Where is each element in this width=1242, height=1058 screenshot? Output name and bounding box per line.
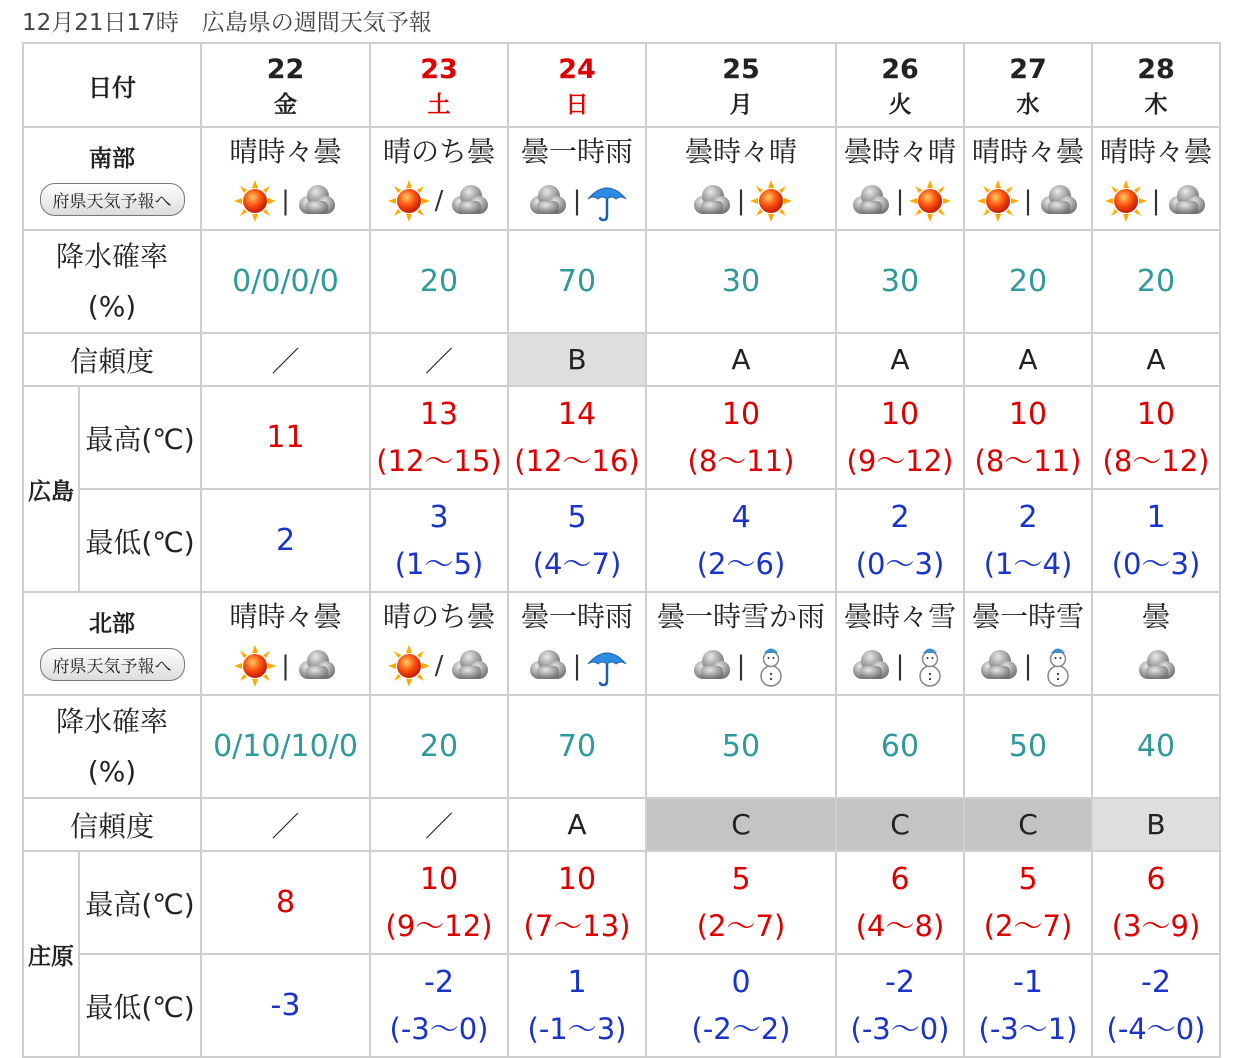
min-cell	[370, 954, 508, 1057]
max-temp: 10	[721, 396, 761, 432]
max-temp: 5	[1018, 861, 1038, 897]
cloud-icon	[848, 179, 892, 223]
cloud-icon	[1164, 179, 1208, 223]
pop-cell	[370, 230, 508, 333]
min-temp: -2	[885, 964, 915, 1000]
date-header	[23, 43, 201, 127]
page-title: 12月21日17時 広島県の週間天気予報	[22, 10, 432, 36]
min-temp-range: (-3～0)	[389, 1011, 489, 1046]
weather-text: 晴時々曇	[229, 599, 342, 633]
weather-text: 晴時々曇	[971, 134, 1084, 168]
max-temp: 10	[557, 861, 597, 897]
north-reliability-row	[23, 798, 1220, 851]
min-temp-range: (-3～0)	[850, 1011, 950, 1046]
weather-cell	[646, 127, 836, 230]
icon-separator: |	[281, 650, 290, 681]
cloud-icon	[1134, 644, 1178, 688]
max-temp: 6	[890, 861, 910, 897]
reliability-cell	[508, 798, 646, 851]
weather-cell	[964, 127, 1092, 230]
reliability-cell	[370, 798, 508, 851]
pop-value: 20	[1136, 264, 1176, 299]
north-min-row	[23, 954, 1220, 1057]
min-temp: -2	[1141, 964, 1171, 1000]
max-temp: 10	[880, 396, 920, 432]
date-weekday: 土	[427, 92, 451, 118]
weather-cell	[508, 127, 646, 230]
date-cell	[508, 43, 646, 127]
reliability-cell	[1092, 333, 1220, 386]
min-cell	[964, 489, 1092, 592]
icon-separator: |	[572, 185, 582, 216]
weather-text: 曇時々雪	[843, 599, 956, 633]
date-cell	[836, 43, 964, 127]
max-cell	[646, 851, 836, 954]
reliability-value: B	[567, 343, 587, 376]
max-temp: 10	[1136, 396, 1176, 432]
pop-value: 20	[419, 729, 459, 764]
max-cell	[508, 386, 646, 489]
max-cell	[646, 386, 836, 489]
max-temp: 14	[557, 396, 597, 432]
pop-cell	[836, 230, 964, 333]
cloud-icon	[689, 179, 733, 223]
max-temp-range: (8～11)	[974, 443, 1082, 478]
reliability-cell	[646, 333, 836, 386]
date-row	[23, 43, 1220, 127]
sun-icon	[387, 179, 431, 223]
min-cell	[201, 489, 370, 592]
weather-cell	[836, 592, 964, 695]
icon-separator: |	[895, 185, 905, 216]
pop-cell	[508, 695, 646, 798]
weather-cell	[1092, 127, 1220, 230]
pop-value: 0/10/10/0	[213, 729, 358, 764]
min-temp-range: (0～3)	[855, 546, 945, 581]
icon-separator: |	[1023, 650, 1033, 681]
date-cell	[964, 43, 1092, 127]
max-cell	[1092, 386, 1220, 489]
min-cell	[836, 489, 964, 592]
pop-cell	[508, 230, 646, 333]
sun-icon	[233, 179, 277, 223]
min-temp: -3	[270, 987, 301, 1023]
min-cell	[836, 954, 964, 1057]
weather-cell	[1092, 592, 1220, 695]
weather-text: 曇時々晴	[684, 134, 797, 168]
date-day: 27	[1009, 54, 1047, 85]
date-weekday: 日	[565, 92, 589, 118]
reliability-cell	[201, 798, 370, 851]
min-header	[79, 489, 201, 592]
cloud-icon	[525, 179, 569, 223]
max-cell	[370, 386, 508, 489]
umbrella-icon	[585, 644, 629, 688]
weather-cell	[201, 127, 370, 230]
cloud-icon	[525, 644, 569, 688]
min-temp-range: (0～3)	[1111, 546, 1201, 581]
min-temp-range: (4～7)	[532, 546, 622, 581]
north-region-cell	[23, 592, 201, 695]
min-temp-range: (-4～0)	[1106, 1011, 1206, 1046]
pop-value: 60	[880, 729, 920, 764]
pop-label: 降水確率	[55, 239, 168, 273]
reliability-value: A	[890, 343, 910, 376]
reliability-value: C	[731, 808, 751, 841]
reliability-cell	[370, 333, 508, 386]
min-cell	[1092, 954, 1220, 1057]
max-temp-range: (9～12)	[846, 443, 954, 478]
min-cell	[508, 954, 646, 1057]
region-name: 北部	[89, 611, 135, 637]
max-cell	[201, 386, 370, 489]
reliability-cell	[964, 798, 1092, 851]
pop-cell	[1092, 230, 1220, 333]
reliability-label: 信頼度	[69, 809, 154, 843]
pop-cell	[370, 695, 508, 798]
pop-value: 70	[557, 264, 597, 299]
reliability-value: ／	[271, 344, 300, 378]
pop-value: 40	[1136, 729, 1176, 764]
max-temp: 10	[1008, 396, 1048, 432]
sun-icon	[749, 179, 793, 223]
min-cell	[646, 489, 836, 592]
city-name: 広島	[28, 478, 74, 505]
weather-cell	[370, 127, 508, 230]
icon-separator: /	[434, 650, 444, 681]
max-temp: 11	[266, 419, 305, 455]
weather-text: 晴時々曇	[229, 134, 342, 168]
reliability-cell	[1092, 798, 1220, 851]
reliability-label: 信頼度	[69, 344, 154, 378]
reliability-value: B	[1146, 808, 1166, 841]
pop-cell	[201, 230, 370, 333]
min-label: 最低(℃)	[85, 525, 195, 559]
icon-separator: |	[1151, 185, 1161, 216]
max-temp: 5	[731, 861, 751, 897]
min-temp: 2	[275, 522, 296, 558]
city-cell	[23, 386, 79, 592]
reliability-value: A	[731, 343, 751, 376]
date-day: 23	[420, 54, 458, 85]
max-cell	[508, 851, 646, 954]
max-temp-range: (2～7)	[696, 908, 786, 943]
snowman-icon	[749, 644, 793, 688]
pref-forecast-button[interactable]: 府県天気予報へ	[40, 648, 185, 681]
reliability-value: C	[890, 808, 910, 841]
min-temp: 2	[1018, 499, 1038, 535]
cloud-icon	[689, 644, 733, 688]
south-weather-row	[23, 127, 1220, 230]
reliability-header	[23, 798, 201, 851]
min-temp-range: (2～6)	[696, 546, 786, 581]
pop-value: 30	[880, 264, 920, 299]
pop-cell	[201, 695, 370, 798]
date-weekday: 金	[274, 92, 297, 118]
reliability-cell	[964, 333, 1092, 386]
weather-cell	[964, 592, 1092, 695]
min-temp: 2	[890, 499, 910, 535]
pop-unit: (%)	[87, 754, 137, 788]
reliability-cell	[508, 333, 646, 386]
max-temp-range: (2～7)	[983, 908, 1073, 943]
pop-header	[23, 695, 201, 798]
min-cell	[370, 489, 508, 592]
reliability-cell	[646, 798, 836, 851]
reliability-cell	[201, 333, 370, 386]
min-cell	[964, 954, 1092, 1057]
max-temp-range: (8～11)	[687, 443, 795, 478]
north-pop-row	[23, 695, 1220, 798]
south-max-row	[23, 386, 1220, 489]
date-weekday: 水	[1016, 92, 1040, 118]
min-temp-range: (1～4)	[983, 546, 1073, 581]
min-temp-range: (1～5)	[394, 546, 484, 581]
weather-text: 曇時々晴	[843, 134, 956, 168]
icon-separator: |	[895, 650, 905, 681]
icon-separator: /	[434, 185, 444, 216]
weather-text: 晴のち曇	[382, 134, 495, 168]
max-temp: 10	[419, 861, 459, 897]
weather-cell	[646, 592, 836, 695]
city-name: 庄原	[28, 943, 74, 970]
max-temp: 8	[275, 884, 296, 920]
weather-cell	[508, 592, 646, 695]
max-cell	[836, 386, 964, 489]
date-cell	[201, 43, 370, 127]
sun-icon	[387, 644, 431, 688]
sun-icon	[233, 644, 277, 688]
south-min-row	[23, 489, 1220, 592]
min-cell	[201, 954, 370, 1057]
min-temp: -2	[424, 964, 454, 1000]
min-temp-range: (-3～1)	[978, 1011, 1078, 1046]
weather-text: 曇	[1141, 599, 1170, 633]
pop-value: 70	[557, 729, 597, 764]
reliability-value: A	[1146, 343, 1166, 376]
weather-cell	[201, 592, 370, 695]
pop-value: 0/0/0/0	[232, 264, 339, 299]
min-header	[79, 954, 201, 1057]
weather-text: 曇一時雨	[520, 134, 633, 168]
max-cell	[964, 386, 1092, 489]
min-temp: 0	[731, 964, 751, 1000]
cloud-icon	[447, 179, 491, 223]
pop-cell	[646, 695, 836, 798]
pop-cell	[964, 695, 1092, 798]
pop-value: 20	[1008, 264, 1048, 299]
max-cell	[836, 851, 964, 954]
max-temp-range: (4～8)	[855, 908, 945, 943]
icon-separator: |	[572, 650, 582, 681]
max-header	[79, 386, 201, 489]
umbrella-icon	[585, 179, 629, 223]
min-temp: 5	[567, 499, 587, 535]
max-temp-range: (8～12)	[1102, 443, 1210, 478]
max-temp-range: (9～12)	[385, 908, 493, 943]
cloud-icon	[447, 644, 491, 688]
pop-value: 50	[1008, 729, 1048, 764]
date-day: 25	[722, 54, 760, 85]
cloud-icon	[1036, 179, 1080, 223]
pop-value: 30	[721, 264, 761, 299]
date-weekday: 火	[888, 92, 912, 118]
date-label: 日付	[88, 73, 136, 102]
pop-cell	[964, 230, 1092, 333]
reliability-value: ／	[271, 809, 300, 843]
snowman-icon	[1036, 644, 1080, 688]
reliability-value: A	[1018, 343, 1038, 376]
reliability-cell	[836, 798, 964, 851]
max-cell	[201, 851, 370, 954]
weather-text: 曇一時雪	[971, 599, 1084, 633]
weather-text: 曇一時雨	[520, 599, 633, 633]
pop-header	[23, 230, 201, 333]
north-max-row	[23, 851, 1220, 954]
max-cell	[964, 851, 1092, 954]
max-temp: 13	[419, 396, 459, 432]
reliability-header	[23, 333, 201, 386]
north-weather-row	[23, 592, 1220, 695]
reliability-value: C	[1018, 808, 1038, 841]
cloud-icon	[294, 644, 338, 688]
sun-icon	[976, 179, 1020, 223]
reliability-value: ／	[424, 809, 453, 843]
weather-text: 晴のち曇	[382, 599, 495, 633]
max-cell	[370, 851, 508, 954]
pop-cell	[836, 695, 964, 798]
date-cell	[646, 43, 836, 127]
icon-separator: |	[736, 185, 746, 216]
cloud-icon	[848, 644, 892, 688]
forecast-table	[22, 42, 1221, 1058]
max-temp-range: (7～13)	[523, 908, 631, 943]
weather-cell	[836, 127, 964, 230]
date-day: 24	[558, 54, 596, 85]
pop-value: 50	[721, 729, 761, 764]
date-day: 28	[1137, 54, 1175, 85]
icon-separator: |	[281, 185, 290, 216]
min-temp: -1	[1013, 964, 1043, 1000]
reliability-cell	[836, 333, 964, 386]
max-label: 最高(℃)	[85, 422, 195, 456]
date-weekday: 月	[729, 92, 753, 118]
max-temp-range: (12～15)	[376, 443, 502, 478]
pref-forecast-button[interactable]: 府県天気予報へ	[40, 183, 185, 216]
max-temp-range: (12～16)	[514, 443, 640, 478]
min-temp: 1	[1146, 499, 1166, 535]
reliability-value: ／	[424, 344, 453, 378]
min-temp: 1	[567, 964, 587, 1000]
south-pop-row	[23, 230, 1220, 333]
date-day: 26	[881, 54, 919, 85]
pop-cell	[646, 230, 836, 333]
icon-separator: |	[736, 650, 746, 681]
pop-label: 降水確率	[55, 704, 168, 738]
weather-text: 曇一時雪か雨	[656, 599, 825, 633]
city-cell	[23, 851, 79, 1057]
south-region-cell	[23, 127, 201, 230]
date-day: 22	[266, 54, 305, 85]
pop-value: 20	[419, 264, 459, 299]
min-temp: 4	[731, 499, 751, 535]
max-header	[79, 851, 201, 954]
max-temp: 6	[1146, 861, 1166, 897]
weather-text: 晴時々曇	[1099, 134, 1212, 168]
date-cell	[1092, 43, 1220, 127]
sun-icon	[1104, 179, 1148, 223]
pop-cell	[1092, 695, 1220, 798]
min-temp: 3	[429, 499, 449, 535]
date-weekday: 木	[1144, 92, 1168, 118]
max-temp-range: (3～9)	[1111, 908, 1201, 943]
sun-icon	[908, 179, 952, 223]
snowman-icon	[908, 644, 952, 688]
cloud-icon	[294, 179, 338, 223]
min-label: 最低(℃)	[85, 990, 195, 1024]
cloud-icon	[976, 644, 1020, 688]
max-cell	[1092, 851, 1220, 954]
south-reliability-row	[23, 333, 1220, 386]
icon-separator: |	[1023, 185, 1033, 216]
min-cell	[646, 954, 836, 1057]
weather-cell	[370, 592, 508, 695]
min-temp-range: (-2～2)	[691, 1011, 791, 1046]
max-label: 最高(℃)	[85, 887, 195, 921]
min-temp-range: (-1～3)	[527, 1011, 627, 1046]
min-cell	[1092, 489, 1220, 592]
reliability-value: A	[567, 808, 587, 841]
min-cell	[508, 489, 646, 592]
date-cell	[370, 43, 508, 127]
region-name: 南部	[89, 146, 135, 172]
pop-unit: (%)	[87, 289, 137, 323]
